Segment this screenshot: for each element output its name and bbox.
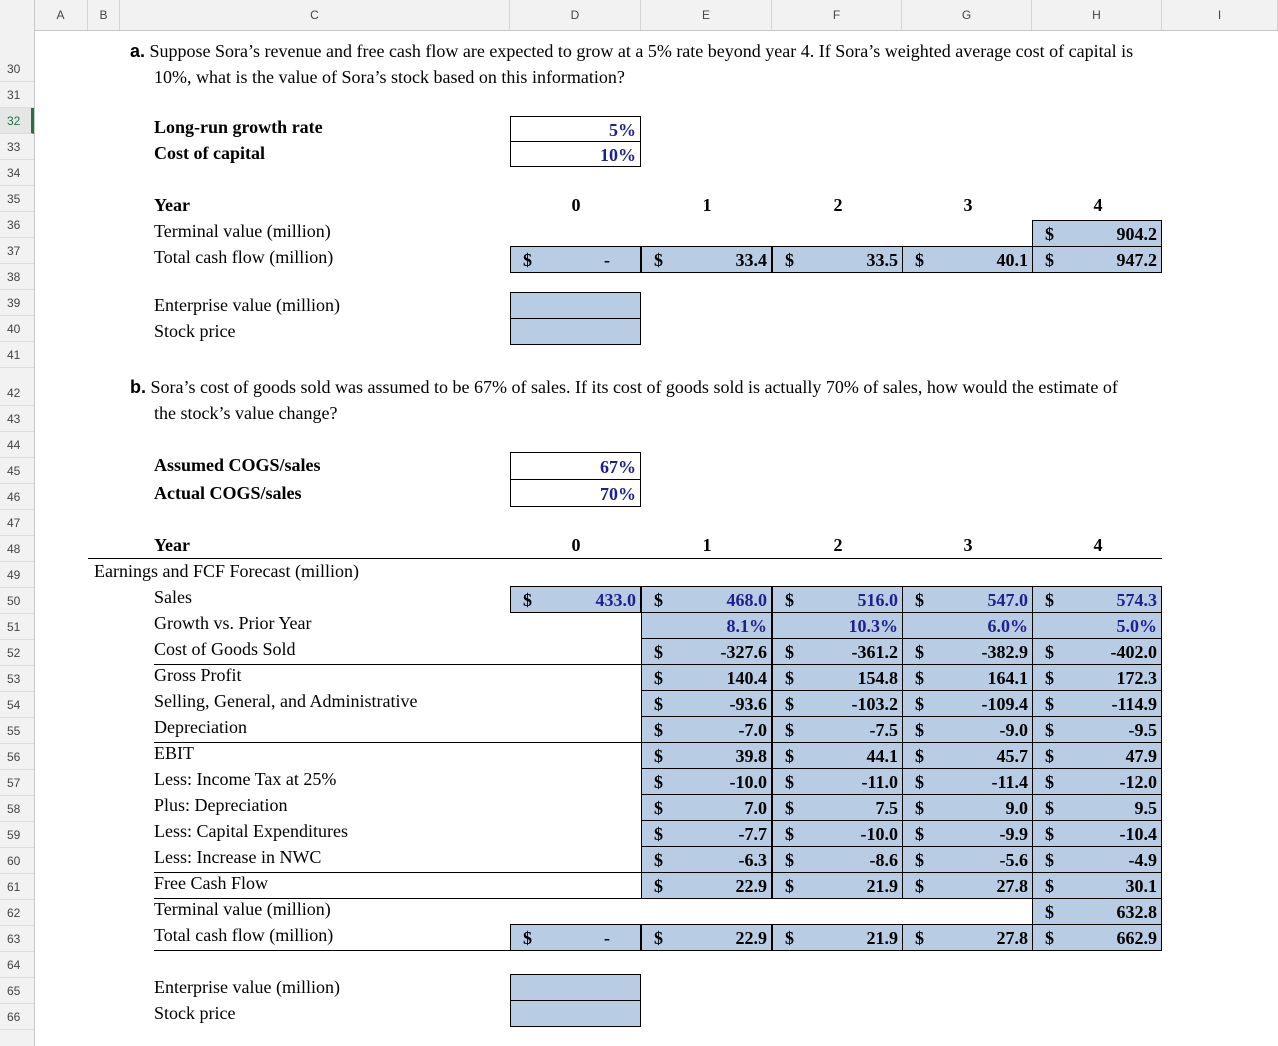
growth-rate-cell[interactable] bbox=[510, 116, 641, 142]
line-5-0-value: -10.0 bbox=[729, 772, 767, 792]
line-4-1-cell[interactable] bbox=[772, 742, 903, 769]
line-3-3-currency: $ bbox=[1045, 720, 1054, 740]
line-1-0-cell[interactable] bbox=[641, 664, 772, 691]
cost-of-capital-cell[interactable] bbox=[510, 141, 641, 167]
line-2-0-cell[interactable] bbox=[641, 690, 772, 717]
year-0: 0 bbox=[571, 195, 581, 215]
total-cash-flow-b-4-cell[interactable] bbox=[1032, 924, 1162, 951]
row-header-33[interactable]: 33 bbox=[0, 134, 34, 160]
enterprise-value-input-b[interactable] bbox=[510, 974, 641, 1001]
line-6-3-value: 9.5 bbox=[1134, 798, 1157, 818]
sales-2-value: 516.0 bbox=[857, 590, 898, 610]
row-header-43[interactable]: 43 bbox=[0, 406, 34, 432]
line-0-3-currency: $ bbox=[1045, 642, 1054, 662]
line-label-2: Selling, General, and Administrative bbox=[154, 691, 418, 711]
line-8-0-currency: $ bbox=[654, 850, 663, 870]
line-6-1-cell[interactable] bbox=[772, 794, 903, 821]
total-cash-flow-a-0-cell[interactable] bbox=[510, 246, 641, 273]
terminal-value-a: 904.2 bbox=[1116, 224, 1157, 244]
line-5-3-cell[interactable] bbox=[1032, 768, 1162, 795]
line-4-3-value: 47.9 bbox=[1125, 746, 1157, 766]
row-header-bar bbox=[0, 30, 35, 1046]
line-3-1-cell[interactable] bbox=[772, 716, 903, 743]
sales-0-value: 433.0 bbox=[595, 590, 636, 610]
line-2-1-currency: $ bbox=[785, 694, 794, 714]
growth-label: Growth vs. Prior Year bbox=[154, 613, 312, 633]
line-6-0-currency: $ bbox=[654, 798, 663, 818]
line-6-2-value: 9.0 bbox=[1005, 798, 1028, 818]
line-2-3-currency: $ bbox=[1045, 694, 1054, 714]
line-1-3-currency: $ bbox=[1045, 668, 1054, 688]
row-header-42[interactable]: 42 bbox=[0, 380, 34, 406]
line-3-2-currency: $ bbox=[915, 720, 924, 740]
line-label-1: Gross Profit bbox=[154, 665, 242, 685]
line-6-1-currency: $ bbox=[785, 798, 794, 818]
line-5-1-currency: $ bbox=[785, 772, 794, 792]
total-cash-flow-a-3-cell[interactable] bbox=[902, 246, 1033, 273]
year-0: 0 bbox=[571, 535, 581, 555]
line-5-1-value: -11.0 bbox=[861, 772, 898, 792]
total-cash-flow-b-1-value: 22.9 bbox=[735, 928, 767, 948]
year-4: 4 bbox=[1093, 535, 1103, 555]
row-header-37[interactable]: 37 bbox=[0, 238, 34, 264]
label-separator-2 bbox=[154, 872, 641, 873]
line-2-0-currency: $ bbox=[654, 694, 663, 714]
sales-3-cell[interactable] bbox=[902, 586, 1033, 613]
enterprise-value-input-a[interactable] bbox=[510, 292, 641, 319]
row-header-34[interactable]: 34 bbox=[0, 160, 34, 186]
row-header-54[interactable]: 54 bbox=[0, 692, 34, 718]
line-1-3-value: 172.3 bbox=[1116, 668, 1157, 688]
total-cash-flow-b-3-cell[interactable] bbox=[902, 924, 1033, 951]
sales-3-currency: $ bbox=[915, 590, 924, 610]
line-7-0-value: -7.7 bbox=[738, 824, 767, 844]
terminal-value-b: 632.8 bbox=[1116, 902, 1157, 922]
sales-4-cell[interactable] bbox=[1032, 586, 1162, 613]
question-a-line2: 10%, what is the value of Sora’s stock based on this information? bbox=[154, 67, 625, 87]
line-5-2-cell[interactable] bbox=[902, 768, 1033, 795]
line-3-2-value: -9.0 bbox=[999, 720, 1028, 740]
line-8-3-cell[interactable] bbox=[1032, 846, 1162, 873]
row-header-30[interactable]: 30 bbox=[0, 56, 34, 82]
row-header-39[interactable]: 39 bbox=[0, 290, 34, 316]
total-cash-flow-b-4-value: 662.9 bbox=[1116, 928, 1157, 948]
total-cash-flow-a-2-value: 33.5 bbox=[866, 250, 898, 270]
line-6-2-cell[interactable] bbox=[902, 794, 1033, 821]
line-3-3-value: -9.5 bbox=[1128, 720, 1157, 740]
line-2-3-value: -114.9 bbox=[1111, 694, 1157, 714]
line-0-3-value: -402.0 bbox=[1110, 642, 1157, 662]
row-header-55[interactable]: 55 bbox=[0, 718, 34, 744]
line-4-1-currency: $ bbox=[785, 746, 794, 766]
actual-cogs-cell[interactable] bbox=[510, 479, 641, 507]
total-cash-flow-a-2-currency: $ bbox=[785, 250, 794, 270]
line-9-2-cell[interactable] bbox=[902, 872, 1033, 899]
line-label-7: Less: Capital Expenditures bbox=[154, 821, 348, 841]
row-header-56[interactable]: 56 bbox=[0, 744, 34, 770]
sales-4-currency: $ bbox=[1045, 590, 1054, 610]
question-b-label: b. bbox=[130, 377, 146, 397]
total-cash-flow-b-2-currency: $ bbox=[785, 928, 794, 948]
line-6-3-cell[interactable] bbox=[1032, 794, 1162, 821]
line-0-1-value: -361.2 bbox=[851, 642, 898, 662]
line-4-2-value: 45.7 bbox=[996, 746, 1028, 766]
total-cash-flow-b-2-value: 21.9 bbox=[866, 928, 898, 948]
line-4-0-value: 39.8 bbox=[735, 746, 767, 766]
line-0-1-currency: $ bbox=[785, 642, 794, 662]
total-cash-flow-b-2-cell[interactable] bbox=[772, 924, 903, 951]
line-3-0-cell[interactable] bbox=[641, 716, 772, 743]
column-header-b[interactable]: B bbox=[88, 0, 120, 30]
line-7-3-currency: $ bbox=[1045, 824, 1054, 844]
line-7-0-cell[interactable] bbox=[641, 820, 772, 847]
cost-of-capital-value: 10% bbox=[600, 145, 636, 165]
row-header-63[interactable]: 63 bbox=[0, 926, 34, 952]
column-header-i[interactable]: I bbox=[1162, 0, 1278, 30]
terminal-value-label-b: Terminal value (million) bbox=[154, 899, 331, 919]
row-header-62[interactable]: 62 bbox=[0, 900, 34, 926]
line-3-2-cell[interactable] bbox=[902, 716, 1033, 743]
cost-of-capital-label: Cost of capital bbox=[154, 143, 265, 163]
line-label-4: EBIT bbox=[154, 743, 194, 763]
line-1-2-cell[interactable] bbox=[902, 664, 1033, 691]
row-header-35[interactable]: 35 bbox=[0, 186, 34, 212]
line-9-3-value: 30.1 bbox=[1125, 876, 1157, 896]
column-header-c[interactable]: C bbox=[120, 0, 510, 30]
line-0-0-value: -327.6 bbox=[720, 642, 767, 662]
line-0-3-cell[interactable] bbox=[1032, 638, 1162, 665]
line-3-3-cell[interactable] bbox=[1032, 716, 1162, 743]
total-cash-flow-a-2-cell[interactable] bbox=[772, 246, 903, 273]
sales-4-value: 574.3 bbox=[1116, 590, 1157, 610]
row-header-51[interactable]: 51 bbox=[0, 614, 34, 640]
line-5-2-currency: $ bbox=[915, 772, 924, 792]
line-8-0-value: -6.3 bbox=[738, 850, 767, 870]
row-header-38[interactable]: 38 bbox=[0, 264, 34, 290]
line-2-1-value: -103.2 bbox=[851, 694, 898, 714]
line-8-2-value: -5.6 bbox=[999, 850, 1028, 870]
line-8-2-currency: $ bbox=[915, 850, 924, 870]
line-2-3-cell[interactable] bbox=[1032, 690, 1162, 717]
line-5-2-value: -11.4 bbox=[991, 772, 1028, 792]
line-label-8: Less: Increase in NWC bbox=[154, 847, 322, 867]
line-label-3: Depreciation bbox=[154, 717, 247, 737]
row-header-59[interactable]: 59 bbox=[0, 822, 34, 848]
column-header-a[interactable]: A bbox=[34, 0, 88, 30]
column-header-bar bbox=[0, 0, 1278, 31]
line-2-2-value: -109.4 bbox=[981, 694, 1028, 714]
line-4-1-value: 44.1 bbox=[866, 746, 898, 766]
line-0-2-cell[interactable] bbox=[902, 638, 1033, 665]
row-header-53[interactable]: 53 bbox=[0, 666, 34, 692]
total-cash-flow-a-3-value: 40.1 bbox=[996, 250, 1028, 270]
row-header-40[interactable]: 40 bbox=[0, 316, 34, 342]
row-header-46[interactable]: 46 bbox=[0, 484, 34, 510]
row-header-45[interactable]: 45 bbox=[0, 458, 34, 484]
terminal-value-cell-b[interactable] bbox=[1032, 898, 1162, 925]
line-3-0-currency: $ bbox=[654, 720, 663, 740]
year-4: 4 bbox=[1093, 195, 1103, 215]
row-header-61[interactable]: 61 bbox=[0, 874, 34, 900]
stock-price-label-b: Stock price bbox=[154, 1003, 236, 1023]
total-cash-flow-a-3-currency: $ bbox=[915, 250, 924, 270]
line-3-0-value: -7.0 bbox=[738, 720, 767, 740]
column-header-h[interactable]: H bbox=[1032, 0, 1162, 30]
column-header-f[interactable]: F bbox=[772, 0, 902, 30]
line-9-0-cell[interactable] bbox=[641, 872, 772, 899]
row-header-36[interactable]: 36 bbox=[0, 212, 34, 238]
line-2-2-cell[interactable] bbox=[902, 690, 1033, 717]
line-7-3-cell[interactable] bbox=[1032, 820, 1162, 847]
terminal-value-currency-b: $ bbox=[1045, 902, 1054, 922]
total-cash-flow-a-0-currency: $ bbox=[523, 250, 532, 270]
line-0-1-cell[interactable] bbox=[772, 638, 903, 665]
line-4-3-cell[interactable] bbox=[1032, 742, 1162, 769]
stock-price-input-b[interactable] bbox=[510, 1000, 641, 1027]
line-1-0-value: 140.4 bbox=[726, 668, 767, 688]
line-5-3-value: -12.0 bbox=[1119, 772, 1157, 792]
question-a-line1: Suppose Sora’s revenue and free cash flow are expected to grow at a 5% rate beyond year 4. If Sora’s weighted average cost of capital is bbox=[149, 41, 1134, 61]
line-1-2-value: 164.1 bbox=[987, 668, 1028, 688]
row-header-64[interactable]: 64 bbox=[0, 952, 34, 978]
line-9-1-cell[interactable] bbox=[772, 872, 903, 899]
label-separator-1 bbox=[154, 742, 641, 743]
growth-2-cell[interactable] bbox=[902, 612, 1033, 639]
question-a-label: a. bbox=[130, 41, 146, 61]
total-cash-flow-b-0-cell[interactable] bbox=[510, 924, 641, 951]
row-header-41[interactable]: 41 bbox=[0, 342, 34, 368]
growth-3-value: 5.0% bbox=[1116, 616, 1157, 636]
line-0-0-cell[interactable] bbox=[641, 638, 772, 665]
line-label-5: Less: Income Tax at 25% bbox=[154, 769, 337, 789]
line-8-0-cell[interactable] bbox=[641, 846, 772, 873]
row-header-57[interactable]: 57 bbox=[0, 770, 34, 796]
growth-3-cell[interactable] bbox=[1032, 612, 1162, 639]
growth-1-cell[interactable] bbox=[772, 612, 903, 639]
row-header-50[interactable]: 50 bbox=[0, 588, 34, 614]
terminal-value-currency-a: $ bbox=[1045, 224, 1054, 244]
total-cash-flow-a-4-cell[interactable] bbox=[1032, 246, 1162, 273]
total-cash-flow-a-1-currency: $ bbox=[654, 250, 663, 270]
total-cash-flow-a-0-value: - bbox=[604, 250, 610, 270]
line-2-2-currency: $ bbox=[915, 694, 924, 714]
line-5-0-currency: $ bbox=[654, 772, 663, 792]
terminal-value-cell-a[interactable] bbox=[1032, 220, 1162, 247]
select-all-corner[interactable] bbox=[0, 0, 35, 30]
assumed-cogs-cell[interactable] bbox=[510, 452, 641, 480]
total-underline-b bbox=[154, 950, 510, 951]
label-separator-0 bbox=[154, 664, 641, 665]
growth-0-value: 8.1% bbox=[726, 616, 767, 636]
sales-1-currency: $ bbox=[654, 590, 663, 610]
line-8-1-value: -8.6 bbox=[869, 850, 898, 870]
total-cash-flow-a-1-value: 33.4 bbox=[735, 250, 767, 270]
total-cash-flow-b-0-currency: $ bbox=[523, 928, 532, 948]
line-9-1-value: 21.9 bbox=[866, 876, 898, 896]
sales-3-value: 547.0 bbox=[987, 590, 1028, 610]
line-8-1-currency: $ bbox=[785, 850, 794, 870]
year-label-a: Year bbox=[154, 195, 190, 215]
line-7-2-currency: $ bbox=[915, 824, 924, 844]
line-9-0-value: 22.9 bbox=[735, 876, 767, 896]
row-header-58[interactable]: 58 bbox=[0, 796, 34, 822]
line-9-2-currency: $ bbox=[915, 876, 924, 896]
question-b-line1: Sora’s cost of goods sold was assumed to be 67% of sales. If its cost of goods sold is actually 70% of sales, how would the estimate of bbox=[150, 377, 1118, 397]
line-8-1-cell[interactable] bbox=[772, 846, 903, 873]
line-5-0-cell[interactable] bbox=[641, 768, 772, 795]
stock-price-input-a[interactable] bbox=[510, 318, 641, 345]
total-cash-flow-a-4-currency: $ bbox=[1045, 250, 1054, 270]
line-7-1-value: -10.0 bbox=[860, 824, 898, 844]
line-0-0-currency: $ bbox=[654, 642, 663, 662]
year-underline-b bbox=[88, 558, 1162, 559]
sales-1-cell[interactable] bbox=[641, 586, 772, 613]
terminal-value-label-a: Terminal value (million) bbox=[154, 221, 331, 241]
line-9-0-currency: $ bbox=[654, 876, 663, 896]
line-4-0-currency: $ bbox=[654, 746, 663, 766]
row-header-48[interactable]: 48 bbox=[0, 536, 34, 562]
row-header-65[interactable]: 65 bbox=[0, 978, 34, 1004]
line-1-1-value: 154.8 bbox=[857, 668, 898, 688]
year-1: 1 bbox=[702, 195, 712, 215]
line-4-2-currency: $ bbox=[915, 746, 924, 766]
sales-0-currency: $ bbox=[523, 590, 532, 610]
row-header-66[interactable]: 66 bbox=[0, 1004, 34, 1030]
assumed-cogs-value: 67% bbox=[600, 457, 636, 477]
total-cash-flow-b-3-currency: $ bbox=[915, 928, 924, 948]
line-0-2-value: -382.9 bbox=[981, 642, 1028, 662]
line-3-1-currency: $ bbox=[785, 720, 794, 740]
line-7-2-value: -9.9 bbox=[999, 824, 1028, 844]
line-2-1-cell[interactable] bbox=[772, 690, 903, 717]
row-header-52[interactable]: 52 bbox=[0, 640, 34, 666]
line-5-1-cell[interactable] bbox=[772, 768, 903, 795]
column-header-e[interactable]: E bbox=[641, 0, 772, 30]
line-7-2-cell[interactable] bbox=[902, 820, 1033, 847]
line-label-6: Plus: Depreciation bbox=[154, 795, 288, 815]
row-header-32[interactable]: 32 bbox=[0, 108, 34, 134]
line-9-3-cell[interactable] bbox=[1032, 872, 1162, 899]
year-3: 3 bbox=[963, 195, 973, 215]
total-cash-flow-b-1-currency: $ bbox=[654, 928, 663, 948]
year-2: 2 bbox=[833, 535, 843, 555]
actual-cogs-value: 70% bbox=[600, 484, 636, 504]
enterprise-value-label-a: Enterprise value (million) bbox=[154, 295, 340, 315]
year-1: 1 bbox=[702, 535, 712, 555]
total-cash-flow-a-1-cell[interactable] bbox=[641, 246, 772, 273]
sales-label: Sales bbox=[154, 587, 192, 607]
line-6-0-value: 7.0 bbox=[744, 798, 767, 818]
line-9-2-value: 27.8 bbox=[996, 876, 1028, 896]
assumed-cogs-label: Assumed COGS/sales bbox=[154, 455, 321, 475]
total-cash-flow-label-a: Total cash flow (million) bbox=[154, 247, 334, 267]
forecast-header: Earnings and FCF Forecast (million) bbox=[94, 561, 359, 581]
growth-0-cell[interactable] bbox=[641, 612, 772, 639]
question-a bbox=[130, 38, 1260, 90]
growth-1-value: 10.3% bbox=[848, 616, 898, 636]
line-6-1-value: 7.5 bbox=[875, 798, 898, 818]
growth-rate-value: 5% bbox=[609, 120, 636, 140]
line-9-3-currency: $ bbox=[1045, 876, 1054, 896]
year-label-b: Year bbox=[154, 535, 190, 555]
growth-2-value: 6.0% bbox=[987, 616, 1028, 636]
column-header-d[interactable]: D bbox=[510, 0, 641, 30]
line-2-0-value: -93.6 bbox=[729, 694, 767, 714]
sales-1-value: 468.0 bbox=[726, 590, 767, 610]
line-7-1-currency: $ bbox=[785, 824, 794, 844]
line-9-1-currency: $ bbox=[785, 876, 794, 896]
column-header-g[interactable]: G bbox=[902, 0, 1032, 30]
line-1-2-currency: $ bbox=[915, 668, 924, 688]
total-cash-flow-a-4-value: 947.2 bbox=[1116, 250, 1157, 270]
line-4-2-cell[interactable] bbox=[902, 742, 1033, 769]
line-label-9: Free Cash Flow bbox=[154, 873, 268, 893]
year-2: 2 bbox=[833, 195, 843, 215]
growth-rate-label: Long-run growth rate bbox=[154, 117, 323, 137]
line-7-3-value: -10.4 bbox=[1119, 824, 1157, 844]
row-header-60[interactable]: 60 bbox=[0, 848, 34, 874]
line-label-0: Cost of Goods Sold bbox=[154, 639, 296, 659]
row-header-44[interactable]: 44 bbox=[0, 432, 34, 458]
line-5-3-currency: $ bbox=[1045, 772, 1054, 792]
row-header-49[interactable]: 49 bbox=[0, 562, 34, 588]
line-7-1-cell[interactable] bbox=[772, 820, 903, 847]
line-6-2-currency: $ bbox=[915, 798, 924, 818]
total-cash-flow-b-3-value: 27.8 bbox=[996, 928, 1028, 948]
line-7-0-currency: $ bbox=[654, 824, 663, 844]
sales-2-cell[interactable] bbox=[772, 586, 903, 613]
line-4-3-currency: $ bbox=[1045, 746, 1054, 766]
total-cash-flow-label-b: Total cash flow (million) bbox=[154, 925, 334, 945]
line-1-0-currency: $ bbox=[654, 668, 663, 688]
line-8-2-cell[interactable] bbox=[902, 846, 1033, 873]
year-3: 3 bbox=[963, 535, 973, 555]
question-b-line2: the stock’s value change? bbox=[154, 403, 338, 423]
enterprise-value-label-b: Enterprise value (million) bbox=[154, 977, 340, 997]
stock-price-label-a: Stock price bbox=[154, 321, 236, 341]
row-header-31[interactable]: 31 bbox=[0, 82, 34, 108]
line-6-0-cell[interactable] bbox=[641, 794, 772, 821]
line-8-3-value: -4.9 bbox=[1128, 850, 1157, 870]
line-4-0-cell[interactable] bbox=[641, 742, 772, 769]
line-1-1-cell[interactable] bbox=[772, 664, 903, 691]
sales-2-currency: $ bbox=[785, 590, 794, 610]
line-8-3-currency: $ bbox=[1045, 850, 1054, 870]
line-3-1-value: -7.5 bbox=[869, 720, 898, 740]
total-cash-flow-b-4-currency: $ bbox=[1045, 928, 1054, 948]
total-cash-flow-b-0-value: - bbox=[604, 928, 610, 948]
sales-0-cell[interactable] bbox=[510, 586, 641, 613]
actual-cogs-label: Actual COGS/sales bbox=[154, 483, 302, 503]
question-b bbox=[130, 374, 1260, 426]
line-0-2-currency: $ bbox=[915, 642, 924, 662]
line-6-3-currency: $ bbox=[1045, 798, 1054, 818]
total-cash-flow-b-1-cell[interactable] bbox=[641, 924, 772, 951]
line-1-3-cell[interactable] bbox=[1032, 664, 1162, 691]
line-1-1-currency: $ bbox=[785, 668, 794, 688]
row-header-47[interactable]: 47 bbox=[0, 510, 34, 536]
